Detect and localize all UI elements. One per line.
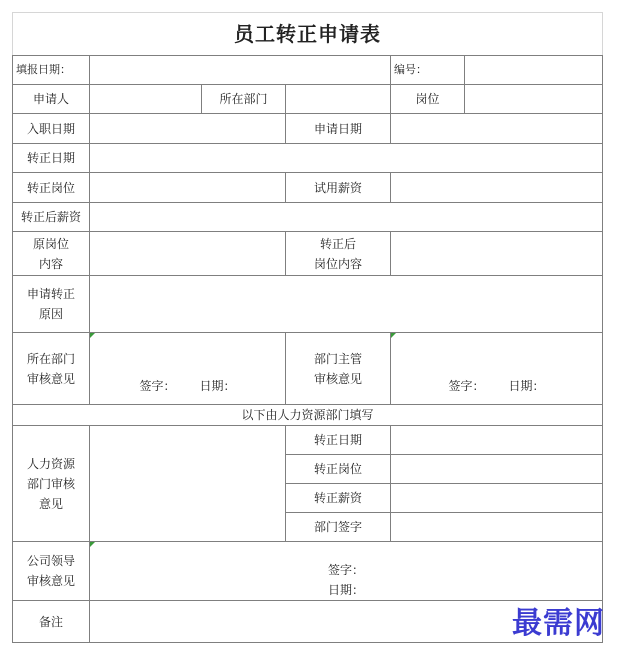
reason-field[interactable] <box>90 276 603 333</box>
dept-opinion-label-line1: 所在部门 <box>26 351 75 366</box>
new-duty-field[interactable] <box>391 232 603 276</box>
apply-date-field[interactable] <box>391 114 603 144</box>
manager-opinion-label-line2: 审核意见 <box>313 371 362 386</box>
leader-signature-block <box>90 542 602 600</box>
confirm-position-label: 转正岗位 <box>13 173 90 203</box>
dept-date-label: 日期： <box>199 379 236 393</box>
reason-label-line1: 申请转正 <box>26 287 75 301</box>
confirm-date-label: 转正日期 <box>13 144 90 173</box>
applicant-field[interactable] <box>90 85 202 114</box>
post-salary-label: 转正后薪资 <box>13 203 90 232</box>
confirm-position-field[interactable] <box>90 173 286 203</box>
manager-date-label: 日期： <box>508 379 545 393</box>
applicant-label: 申请人 <box>13 85 90 114</box>
dept-opinion-field[interactable] <box>90 333 286 405</box>
department-field[interactable] <box>286 85 391 114</box>
probation-salary-label: 试用薪资 <box>286 173 391 203</box>
cell-comment-marker <box>90 542 95 547</box>
dept-signature-line <box>90 376 285 396</box>
probation-salary-field[interactable] <box>391 173 603 203</box>
hr-opinion-label-line2: 部门审核 <box>26 476 75 491</box>
dept-opinion-label-line2: 审核意见 <box>26 371 75 386</box>
department-label: 所在部门 <box>202 85 286 114</box>
hr-opinion-label-line1: 人力资源 <box>26 456 75 471</box>
fill-date-field[interactable] <box>90 56 391 85</box>
original-duty-field[interactable] <box>90 232 286 276</box>
hr-dept-sign-field[interactable] <box>391 513 603 542</box>
entry-date-label: 入职日期 <box>13 114 90 144</box>
fill-date-label: 填报日期： <box>13 56 90 85</box>
manager-opinion-label-line1: 部门主管 <box>313 351 362 366</box>
hr-confirm-position-field[interactable] <box>391 455 603 484</box>
hr-opinion-label-line3: 意见 <box>38 496 63 511</box>
position-label: 岗位 <box>391 85 465 114</box>
new-duty-label-line1: 转正后 <box>319 236 356 251</box>
hr-confirm-position-label: 转正岗位 <box>286 455 391 484</box>
hr-section-header: 以下由人力资源部门填写 <box>13 405 603 426</box>
leader-sign-label: 签字： <box>327 563 364 577</box>
application-form-table <box>12 12 603 643</box>
original-duty-label-line1: 原岗位 <box>32 236 69 251</box>
site-watermark-logo: 最需网 <box>512 606 605 641</box>
dept-sign-label: 签字： <box>139 379 176 393</box>
number-label: 编号： <box>391 56 465 85</box>
new-duty-label-line2: 岗位内容 <box>313 256 362 271</box>
leader-opinion-label <box>13 542 90 601</box>
cell-comment-marker <box>391 333 396 338</box>
reason-label <box>13 276 90 333</box>
original-duty-label-line2: 内容 <box>38 256 63 271</box>
leader-opinion-field[interactable] <box>90 542 603 601</box>
manager-opinion-field[interactable] <box>391 333 603 405</box>
leader-date-label: 日期： <box>327 583 364 597</box>
hr-opinion-label <box>13 426 90 542</box>
new-duty-label <box>286 232 391 276</box>
hr-confirm-date-field[interactable] <box>391 426 603 455</box>
hr-confirm-salary-label: 转正薪资 <box>286 484 391 513</box>
number-field[interactable] <box>465 56 603 85</box>
hr-opinion-field[interactable] <box>90 426 286 542</box>
manager-opinion-label <box>286 333 391 405</box>
position-field[interactable] <box>465 85 603 114</box>
remarks-label: 备注 <box>13 601 90 643</box>
dept-opinion-label <box>13 333 90 405</box>
leader-opinion-label-line1: 公司领导 <box>26 554 75 568</box>
hr-confirm-salary-field[interactable] <box>391 484 603 513</box>
manager-sign-label: 签字： <box>448 379 485 393</box>
cell-comment-marker <box>90 333 95 338</box>
hr-confirm-date-label: 转正日期 <box>286 426 391 455</box>
manager-signature-line <box>391 376 602 396</box>
original-duty-label <box>13 232 90 276</box>
form-title: 员工转正申请表 <box>13 13 603 56</box>
confirm-date-field[interactable] <box>90 144 603 173</box>
entry-date-field[interactable] <box>90 114 286 144</box>
hr-dept-sign-label: 部门签字 <box>286 513 391 542</box>
reason-label-line2: 原因 <box>38 307 63 321</box>
post-salary-field[interactable] <box>90 203 603 232</box>
apply-date-label: 申请日期 <box>286 114 391 144</box>
leader-opinion-label-line2: 审核意见 <box>26 574 75 588</box>
